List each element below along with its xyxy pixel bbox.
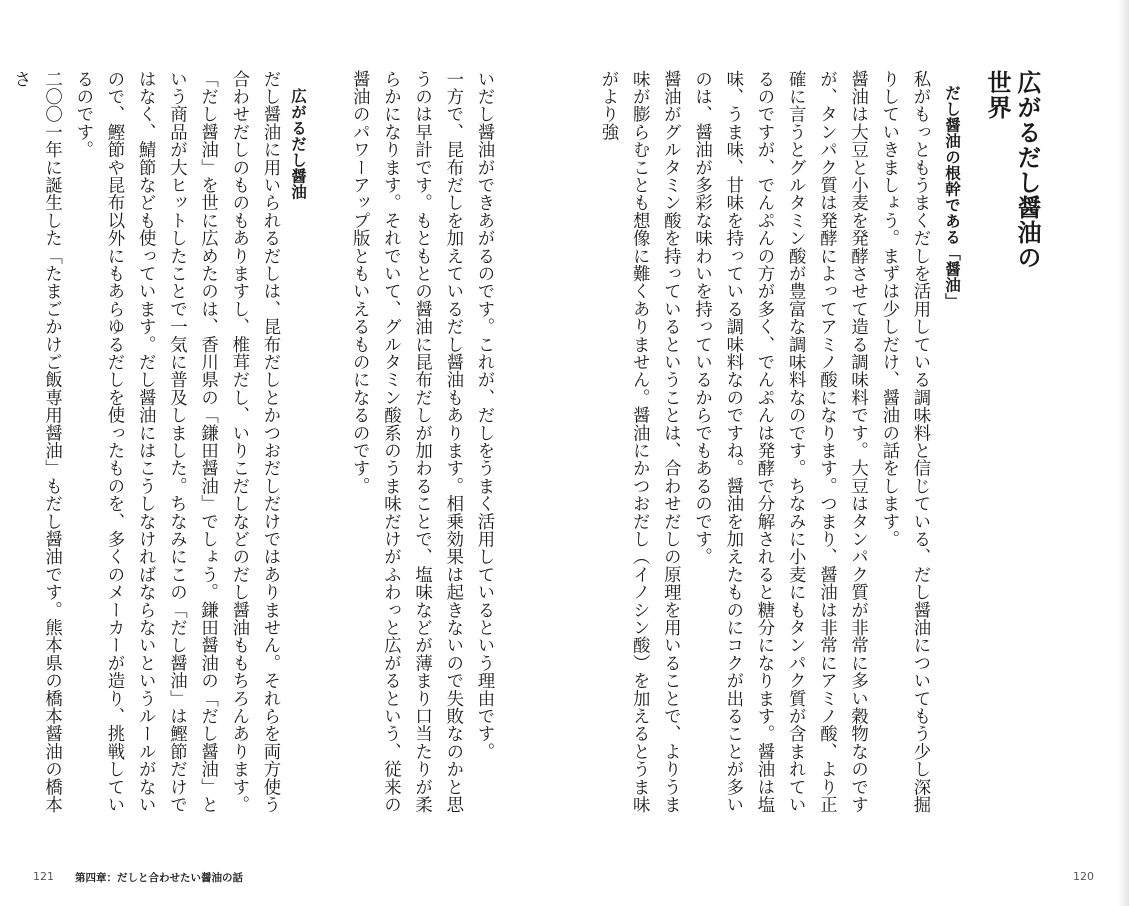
section-heading-spread: 広がるだし醤油 [289,88,307,200]
section-heading-root: だし醤油の根幹である「醤油」 [943,85,961,309]
page-number-left: 121 [33,870,54,883]
body-text-right: 私がもっともうまくだしを活用している調味料と信じている、だし醤油についてもう少し深掘りしていきましょう。まずは少しだけ、醤油の話をします。 醤油は大豆と小麦を発酵させて造る調味料です。大豆はタンパク質が非常に多い穀物なのですが、タンパク質は発酵によってアミノ酸になります。つまり、醤油は非常にアミノ酸、より正確に言うとグルタミン酸が豊富な調味料なのです。ちなみに小麦にもタンパク質が含まれているのですが、でんぷんの方が多く、でんぷんは発酵で分解されると糖分になります。醤油は塩味、うま味、甘味を持っている調味料なのですね。醤油を加えたものにコクが出ることが多いのは、醤油が多彩な味わいを持っているからでもあるのです。 醤油がグルタミン酸を持っているということは、合わせだしの原理を用いることで、よりうま味が膨らむことも想像に難くありません。醤油にかつおだし（イノシン酸）を加えるとうま味がより強 [597,70,930,814]
chapter-title: 広がるだし醤油の世界 [983,70,1041,270]
running-head: 第四章：だしと合わせたい醤油の話 [75,872,243,884]
body-text-left-continued: いだし醤油ができあがるのです。これが、だしをうまく活用しているという理由です。 一方で、昆布だしを加えているだし醤油もあります。相乗効果は起きないので失敗なのかと思うのは早計です。もともとの醤油に昆布だしが加わることで、塩味などが薄まり口当たりが柔らかになります。それでいて、グルタミン酸系のうま味だけがふわっと広がるという、従来の醤油のパワーアップ版ともいえるものになるのです。 [349,70,494,814]
body-text-left-section: だし醤油に用いられるだしは、昆布だしとかつおだしだけではありません。それらを両方使う合わせだしのものもありますし、椎茸だし、いりこだしなどのだし醤油ももちろんあります。 「だし醤油」を世に広めたのは、香川県の「鎌田醤油」でしょう。鎌田醤油の「だし醤油」という商品が大ヒットしたことで一気に普及しました。ちなみにこの「だし醤油」は鰹節だけではなく、鯖節なども使っています。だし醤油にはこうしなければならないというルールがないので、鰹節や昆布以外にもあらゆるだしを使ったものを、多くのメーカーが造り、挑戦しているのです。 二〇〇一年に誕生した「たまごかけご飯専用醤油」もだし醤油です。熊本県の橋本醤油の橋本さ [10,70,280,814]
page-edge-shadow [1118,0,1129,906]
page-number-right: 120 [1073,870,1094,883]
